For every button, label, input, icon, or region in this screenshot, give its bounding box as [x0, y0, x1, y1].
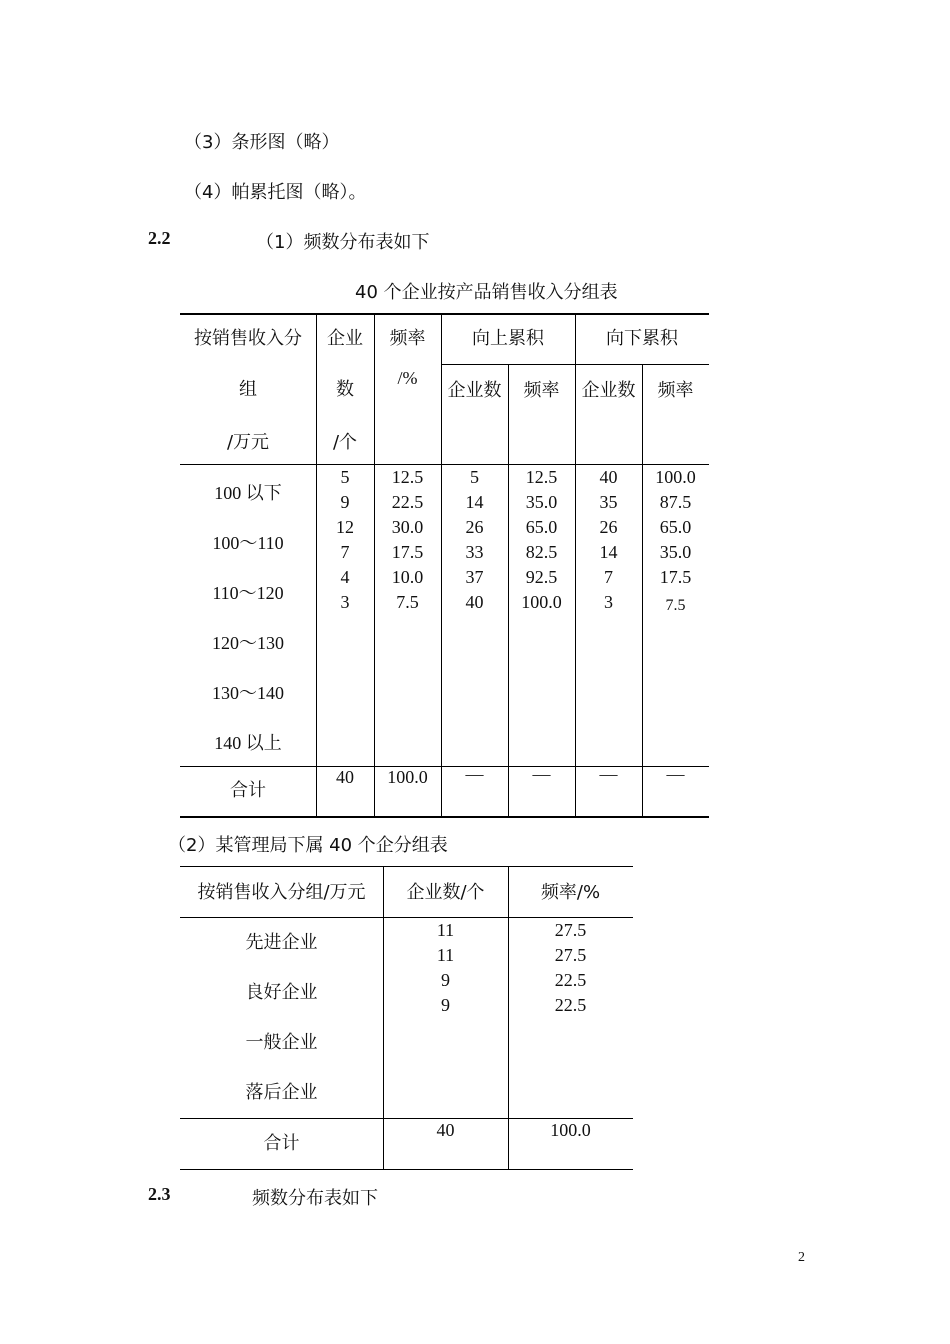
- table2-count-cell: 11: [436, 920, 455, 940]
- table1-header-count: 企业: [327, 328, 363, 349]
- table1-group-label: 100 以下: [214, 483, 282, 503]
- table2-group-label: 良好企业: [245, 982, 318, 1003]
- table2-freq-column: [508, 918, 633, 1018]
- table1-up-count-cell: 37: [465, 567, 484, 587]
- table1-down-freq-cell: 100.0: [655, 467, 696, 487]
- table2-total-freq: 100.0: [550, 1120, 591, 1140]
- table1-down-count-cell: 3: [604, 592, 613, 612]
- table2-count-column: [383, 918, 508, 1018]
- table1-freq-cell: 10.0: [391, 567, 424, 587]
- table1-up-freq-cell: 65.0: [525, 517, 558, 537]
- table1-count-cell: 3: [340, 592, 350, 612]
- table1-down-freq-cell: 87.5: [659, 492, 692, 512]
- table1-count-cell: 7: [340, 542, 350, 562]
- table1-up-freq-cell: 12.5: [525, 467, 558, 487]
- table1-count-cell: 5: [340, 467, 350, 487]
- table1-count-cell: 4: [340, 567, 350, 587]
- table1-header-cumulative-down: 向下累积: [606, 328, 678, 349]
- table1-title: 40 个企业按产品销售收入分组表: [355, 282, 618, 303]
- table1-header-group: 按销售收入分: [194, 328, 302, 349]
- table1-down-freq-column: [642, 465, 709, 615]
- table1-down-freq-cell: 7.5: [665, 597, 686, 614]
- table1-total-label: 合计: [230, 780, 266, 801]
- table1-freq-cell: 7.5: [396, 592, 419, 612]
- table1-up-freq-cell: 92.5: [525, 567, 558, 587]
- table1-group-label: 110～120: [212, 583, 284, 603]
- table1-freq-cell: 12.5: [391, 467, 424, 487]
- section-number-2-2: 2.2: [148, 228, 171, 248]
- table2-freq-cell: 27.5: [554, 920, 587, 940]
- table1-header-up-freq: 频率: [523, 380, 560, 401]
- table1-count-cell: 12: [336, 517, 354, 537]
- table1-up-count-cell: 26: [465, 517, 484, 537]
- table1-total-count: 40: [336, 767, 354, 787]
- table1-down-count-cell: 35: [599, 492, 618, 512]
- table2-group-label: 落后企业: [245, 1082, 318, 1103]
- section-heading-2-2: （1）频数分布表如下: [256, 232, 430, 253]
- table1-total-freq: 100.0: [387, 767, 428, 787]
- table2-title: （2）某管理局下属 40 个企分组表: [168, 835, 448, 856]
- table1-total-down-count: —: [599, 764, 618, 784]
- table1-group-label: 120～130: [212, 633, 284, 653]
- table1-group-label: 130～140: [212, 683, 284, 703]
- section-heading-2-3: 频数分布表如下: [252, 1188, 378, 1209]
- table1-down-count-cell: 7: [604, 567, 613, 587]
- table1-up-count-cell: 40: [465, 592, 484, 612]
- table1-header-count: 数: [336, 379, 354, 400]
- table1-header-freq-unit: /%: [397, 368, 418, 388]
- table1-freq-cell: 22.5: [391, 492, 424, 512]
- table2-total-rule: [180, 1118, 633, 1119]
- table2-group-label: 一般企业: [245, 1032, 318, 1053]
- table1-bottom-rule: [180, 816, 709, 818]
- table1-header-down-freq: 频率: [657, 380, 694, 401]
- table2-top-rule: [180, 866, 633, 867]
- table1-header-up-count: 企业数: [447, 380, 502, 401]
- table1-total-up-count: —: [465, 764, 484, 784]
- table2-header-freq: 频率/%: [540, 882, 601, 903]
- table2-total-label: 合计: [263, 1133, 300, 1154]
- table1-header-freq: 频率: [389, 328, 426, 349]
- item-bar-chart: （3）条形图（略）: [184, 132, 340, 153]
- page-number: 2: [798, 1250, 805, 1265]
- table2-header-count: 企业数/个: [406, 882, 485, 903]
- table1-count-cell: 9: [340, 492, 350, 512]
- table2-header-group: 按销售收入分组/万元: [197, 882, 366, 903]
- table1-group-label: 100～110: [212, 533, 284, 553]
- section-number-2-3: 2.3: [148, 1184, 171, 1204]
- table1-down-count-cell: 40: [599, 467, 618, 487]
- table1-total-up-freq: —: [532, 764, 551, 784]
- table1-up-freq-column: [508, 465, 575, 615]
- table1-freq-cell: 30.0: [391, 517, 424, 537]
- table1-header-down-count: 企业数: [581, 380, 636, 401]
- table2-bottom-rule: [180, 1169, 633, 1170]
- table1-up-count-cell: 14: [465, 492, 484, 512]
- table1-down-freq-cell: 65.0: [659, 517, 692, 537]
- table1-up-freq-cell: 35.0: [525, 492, 558, 512]
- table1-down-freq-cell: 35.0: [659, 542, 692, 562]
- table1-group-label: 140 以上: [214, 733, 282, 753]
- table1-top-rule: [180, 313, 709, 315]
- table1-count-column: [316, 465, 374, 615]
- table1-header-group: 组: [239, 379, 257, 400]
- table1-down-count-cell: 14: [599, 542, 618, 562]
- table1-down-count-cell: 26: [599, 517, 618, 537]
- table1-down-count-column: [575, 465, 642, 615]
- table1-up-freq-cell: 100.0: [521, 592, 562, 612]
- item-pareto-chart: （4）帕累托图（略）。: [184, 182, 367, 203]
- table2-freq-cell: 22.5: [554, 970, 587, 990]
- table1-down-freq-cell: 17.5: [659, 567, 692, 587]
- table1-header-group-unit: /万元: [226, 432, 270, 453]
- table2-count-cell: 9: [441, 995, 450, 1015]
- table2-freq-cell: 27.5: [554, 945, 587, 965]
- table2-count-cell: 9: [441, 970, 450, 990]
- table2-count-cell: 11: [436, 945, 455, 965]
- table1-header-count-unit: /个: [332, 432, 358, 453]
- table1-freq-cell: 17.5: [391, 542, 424, 562]
- table1-up-count-column: [441, 465, 508, 615]
- table1-header-cumulative-up: 向上累积: [472, 328, 544, 349]
- table1-up-count-cell: 5: [470, 467, 479, 487]
- table1-up-count-cell: 33: [465, 542, 484, 562]
- table2-freq-cell: 22.5: [554, 995, 587, 1015]
- table1-freq-column: [374, 465, 441, 615]
- table2-group-label: 先进企业: [245, 932, 318, 953]
- table1-up-freq-cell: 82.5: [525, 542, 558, 562]
- table2-total-count: 40: [436, 1120, 455, 1140]
- table1-total-down-freq: —: [666, 764, 685, 784]
